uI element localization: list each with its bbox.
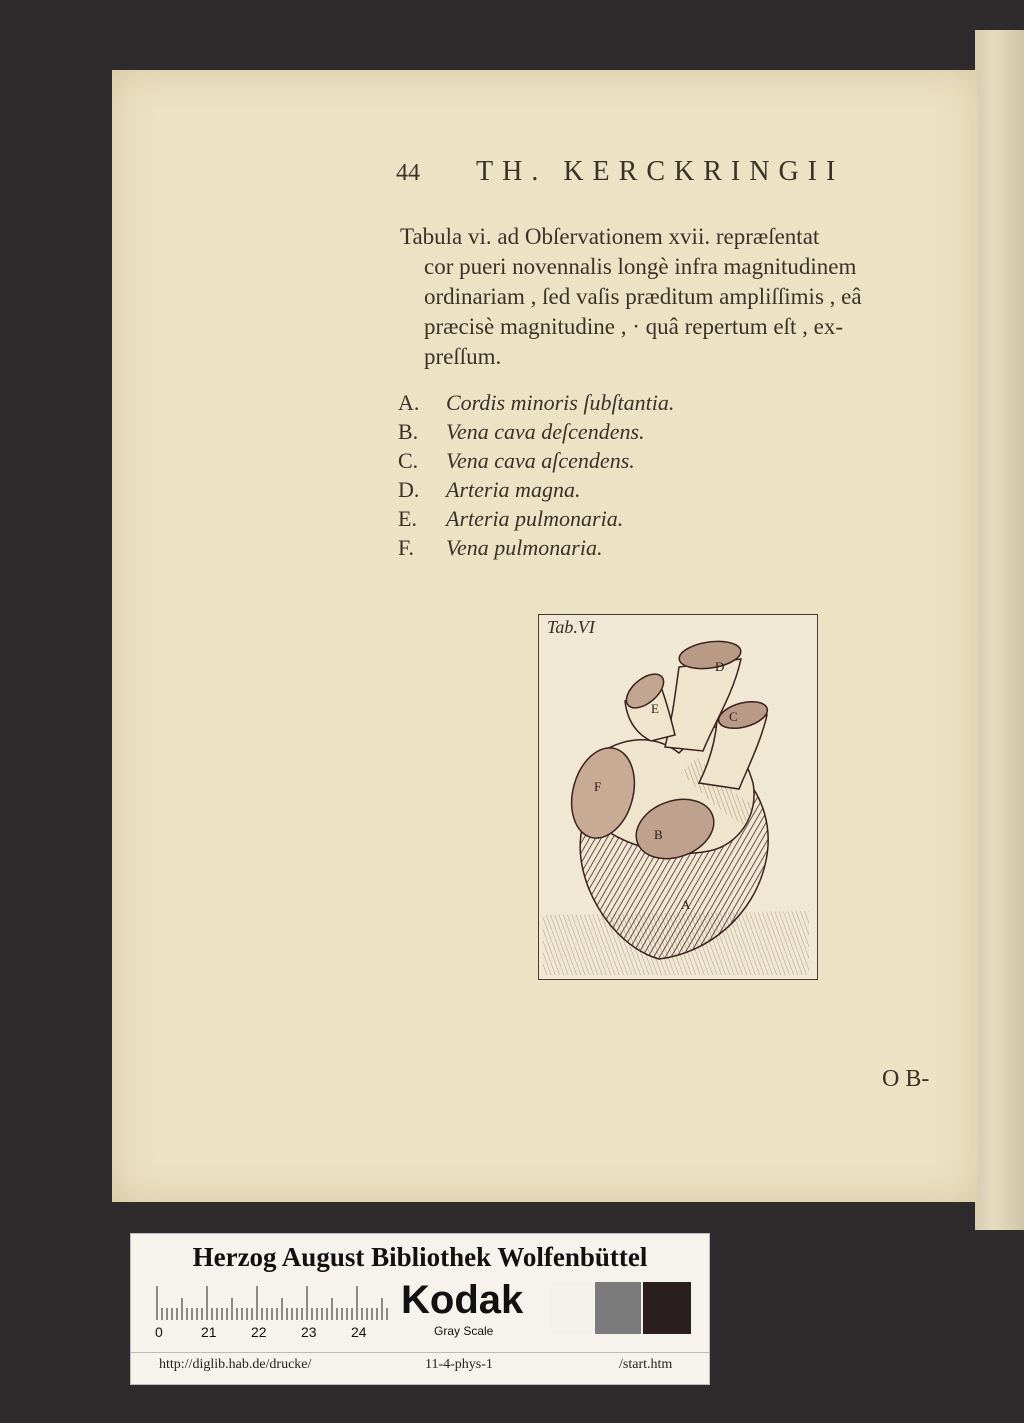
legend-key: C.: [398, 448, 419, 473]
caption-line: Tabula vi. ad Obſervationem xvii. repræſentat: [400, 224, 820, 249]
running-title: TH. KERCKRINGII: [476, 156, 845, 187]
legend-key: A.: [398, 390, 420, 415]
caption-line: preſſum.: [424, 344, 502, 369]
gray-patch-mid: [595, 1282, 641, 1334]
heart-engraving: [539, 615, 817, 979]
caption-line: præcisè magnitudine , · quâ repertum eſt , ex-: [424, 314, 843, 339]
legend-key: F.: [398, 535, 414, 560]
legend-item: [398, 419, 674, 448]
gray-patch-white: [549, 1282, 595, 1334]
legend-text: Vena cava aſcendens.: [446, 448, 635, 473]
card-footer: [131, 1352, 709, 1377]
catchword: O B-: [882, 1066, 930, 1092]
ruler-number: 22: [251, 1324, 267, 1340]
legend-text: Vena pulmonaria.: [446, 535, 603, 560]
legend-key: E.: [398, 506, 417, 531]
plate-letter-d: D: [715, 659, 725, 674]
ruler-number: 23: [301, 1324, 317, 1340]
figure-legend: [398, 390, 674, 564]
plate-caption: [400, 222, 928, 372]
page-header: [396, 156, 856, 196]
plate-label: Tab.VI: [547, 617, 595, 637]
plate-letter-e: E: [651, 701, 659, 716]
gray-patch-dark: [643, 1282, 691, 1334]
page-number: 44: [396, 160, 420, 186]
legend-text: Cordis minoris ſubſtantia.: [446, 390, 675, 415]
legend-item: [398, 535, 674, 564]
plate-letter-f: F: [594, 779, 602, 794]
legend-key: B.: [398, 419, 419, 444]
legend-item: [398, 390, 674, 419]
legend-item: [398, 448, 674, 477]
legend-item: [398, 477, 674, 506]
gray-scale-label: Gray Scale: [434, 1324, 494, 1338]
ruler-number: 21: [201, 1324, 217, 1340]
ruler-number: 24: [351, 1324, 367, 1340]
footer-url-left: http://diglib.hab.de/drucke/: [159, 1357, 312, 1372]
legend-item: [398, 506, 674, 535]
legend-text: Arteria magna.: [446, 477, 581, 502]
plate-letter-a: A: [681, 897, 691, 912]
legend-text: Vena cava deſcendens.: [446, 419, 645, 444]
ruler-scale: [155, 1284, 391, 1320]
footer-signature: 11-4-phys-1: [425, 1357, 493, 1372]
ruler-numbers: [155, 1324, 395, 1344]
caption-line: ordinariam , ſed vaſis præditum ampliſſimis , eâ: [424, 284, 862, 309]
card-title: Herzog August Bibliothek Wolfenbüttel: [192, 1242, 648, 1272]
caption-line: cor pueri novennalis longè infra magnitudinem: [424, 254, 857, 279]
legend-key: D.: [398, 477, 420, 502]
adjacent-page-edge: [975, 30, 1024, 1230]
footer-url-right: /start.htm: [619, 1357, 673, 1372]
kodak-logo: Kodak: [401, 1278, 524, 1322]
plate-letter-c: C: [729, 709, 738, 724]
plate-letter-b: B: [654, 827, 663, 842]
color-calibration-card: [130, 1233, 710, 1385]
legend-text: Arteria pulmonaria.: [446, 506, 624, 531]
engraved-plate-heart: [538, 614, 818, 980]
ruler-number: 0: [155, 1324, 163, 1340]
